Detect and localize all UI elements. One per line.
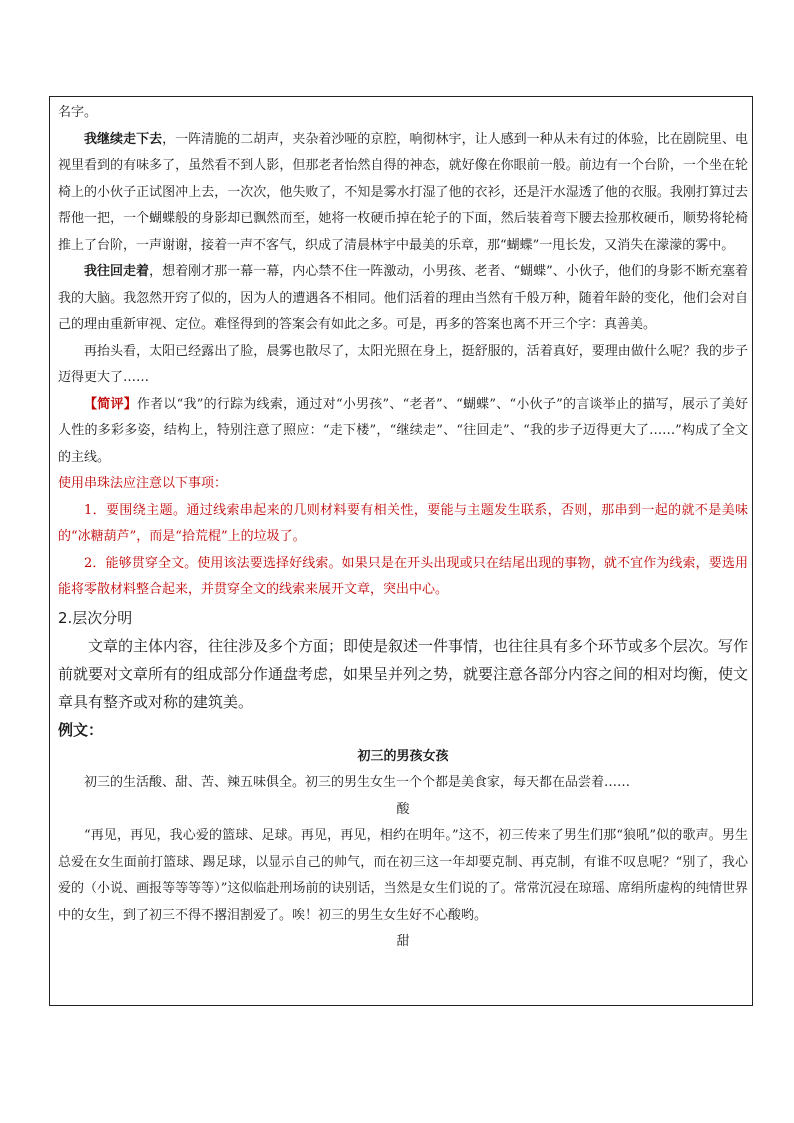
lead-phrase: 我往回走着 (84, 264, 150, 279)
example-label: 例文： (58, 720, 104, 739)
section-heading: 2.层次分明 (58, 608, 133, 627)
comment-paragraph: 【简评】作者以“我”的行踪为线索，通过对“小男孩”、“老者”、“蝴蝶”、“小伙子”的言谈举止的描写，展示了美好人性的多彩多姿，结构上，特别注意了照应：“走下楼”，“继续走”、“往回走”、“我的步子迈得更大了……”构成了全文的主线。 (58, 396, 748, 465)
lead-phrase: 我继续走下去 (84, 131, 163, 147)
note-item-2: 2．能够贯穿全文。使用该法要选择好线索。如果只是在开头出现或只在结尾出现的事物，就不宜作为线索，要选用能将零散材料整合起来，并贯穿全文的线索来展开文章，突出中心。 (58, 555, 748, 597)
paragraph-return: 我往回走着，想着刚才那一幕一幕，内心禁不住一阵激动，小男孩、老者、“蝴蝶”、小伙子，他们的身影不断充塞着我的大脑。我忽然开窍了似的，因为人的遭遇各不相同。他们活着的理由当然有千般万种，随着年龄的变化，他们会对自己的理由重新审视、定位。难怪得到的答案会有如此之多。可是，再多的答案也离不开三个字：真善美。 (58, 264, 748, 332)
paragraph-continue: 我继续走下去，一阵清脆的二胡声，夹杂着沙哑的京腔，响彻林宇，让人感到一种从未有过的体验，比在剧院里、电视里看到的有味多了，虽然看不到人影，但那老者怡然自得的神态，就好像在你眼前一般。前边有一个台阶，一个坐在轮椅上的小伙子正试图冲上去，一次次，他失败了，不知是雾水打湿了他的衣衫，还是汗水湿透了他的衣服。我刚打算过去帮他一把，一个蝴蝶般的身影却已飘然而至，她将一枚硬币掉在轮子的下面，然后装着弯下腰去捡那枚硬币，顺势将轮椅推上了台阶，一声谢谢，接着一声不客气，织成了清晨林宇中最美的乐章，那“蝴蝶”一甩长发，又消失在濛濛的雾中。 (58, 131, 748, 253)
note-item-1: 1．要围绕主题。通过线索串起来的几则材料要有相关性，要能与主题发生联系，否则，那串到一起的就不是美味的“冰糖葫芦”，而是“拾荒棍”上的垃圾了。 (58, 502, 748, 544)
document-content (58, 100, 748, 956)
section-body: 文章的主体内容，往往涉及多个方面；即使是叙述一件事情，也往往具有多个环节或多个层次。写作前就要对文章所有的组成部分作通盘考虑，如果呈并列之势，就要注意各部分内容之间的相对均衡，使文章具有整齐或对称的建筑美。 (58, 636, 749, 711)
paragraph-ending: 再抬头看，太阳已经露出了脸，晨雾也散尽了，太阳光照在身上，挺舒服的，活着真好，要理由做什么呢？我的步子迈得更大了…… (58, 343, 748, 385)
notes-title: 使用串珠法应注意以下事项： (58, 476, 228, 491)
essay-paragraph-intro: 初三的生活酸、甜、苦、辣五味俱全。初三的男生女生一个个都是美食家，每天都在品尝着…… (84, 775, 631, 790)
essay-subheading-sour: 酸 (396, 801, 410, 817)
essay-paragraph-sour: “再见，再见，我心爱的篮球、足球。再见，再见，相约在明年。”这不，初三传来了男生们那“狼吼”似的歌声。男生总爱在女生面前打篮球、踢足球，以显示自己的帅气，而在初三这一年却要克制、再克制，有谁不叹息呢？“别了，我心爱的（小说、画报等等等等）”这似临赴刑场前的诀别话，当然是女生们说的了。常常沉浸在琼瑶、席绢所虚构的纯情世界中的女生，到了初三不得不撂泪割爱了。唉！初三的男生女生好不心酸哟。 (58, 828, 748, 923)
comment-tag: 【简评】 (84, 396, 137, 412)
paragraph-fragment: 名字。 (58, 105, 98, 120)
essay-subheading-sweet: 甜 (396, 934, 410, 949)
essay-title: 初三的男孩女孩 (357, 748, 449, 764)
